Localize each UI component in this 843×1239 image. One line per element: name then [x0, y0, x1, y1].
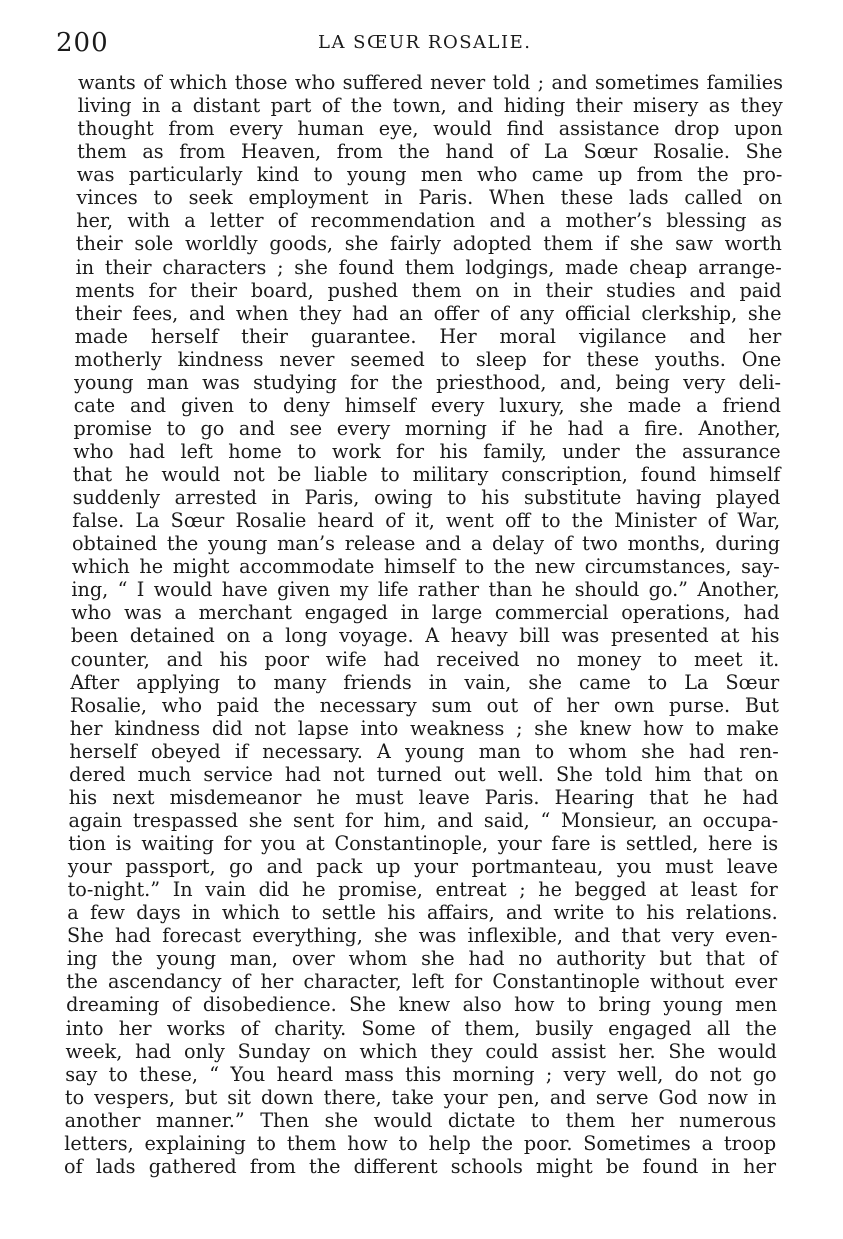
text-line: a few days in which to settle his affairs, and write to his relations.: [67, 901, 778, 925]
text-line: vinces to seek employment in Paris. When these lads called on: [76, 186, 783, 210]
text-line: that he would not be liable to military conscription, found himself: [72, 463, 781, 486]
text-line: obtained the young man’s release and a delay of two months, during: [72, 532, 780, 556]
text-line: in their characters ; she found them lodgings, made cheap arrange-: [75, 255, 782, 279]
text-line: them as from Heaven, from the hand of La Sœur Rosalie. She: [77, 140, 783, 164]
text-line: her kindness did not lapse into weakness ; she knew how to make: [69, 716, 779, 740]
text-line: your passport, go and pack up your portmanteau, you must leave: [67, 855, 778, 878]
text-line: thought from every human eye, would find assistance drop upon: [77, 117, 783, 141]
text-line: into her works of charity. Some of them, busily engaged all the: [65, 1016, 777, 1040]
running-head: LA SŒUR ROSALIE.: [318, 32, 532, 53]
text-line: young man was studying for the priesthood, and, being very deli-: [74, 370, 781, 394]
text-line: She had forecast everything, she was inflexible, and that very even-: [67, 924, 778, 948]
text-line: dreaming of disobedience. She knew also how to bring young men: [66, 993, 778, 1017]
text-line: who had left home to work for his family, under the assurance: [73, 440, 781, 463]
text-line: was particularly kind to young men who came up from the pro-: [76, 163, 783, 187]
text-line: which he might accommodate himself to the new circumstances, say-: [71, 555, 780, 579]
text-line: another manner.” Then she would dictate to them her numerous: [64, 1108, 777, 1132]
text-line: herself obeyed if necessary. A young man to whom she had ren-: [69, 739, 779, 763]
text-line: living in a distant part of the town, and hiding their misery as they: [77, 94, 783, 118]
text-line: After applying to many friends in vain, she came to La Sœur: [70, 670, 780, 694]
text-line: dered much service had not turned out well. She told him that on: [69, 762, 779, 786]
text-line: the ascendancy of her character, left for Constantinople without ever: [66, 970, 778, 994]
text-line: again trespassed she sent for him, and said, “ Monsieur, an occupa-: [68, 808, 779, 832]
text-line: of lads gathered from the different schools might be found in her: [64, 1154, 776, 1178]
text-line: to vespers, but sit down there, take your pen, and serve God now in: [64, 1085, 777, 1109]
text-line: ing, “ I would have given my life rather than he should go.” Another,: [71, 578, 780, 602]
text-line: letters, explaining to them how to help the poor. Sometimes a troop: [64, 1131, 777, 1155]
text-line: ments for their board, pushed them on in their studies and paid: [75, 278, 782, 302]
text-line: to-night.” In vain did he promise, entreat ; he begged at least for: [67, 878, 778, 902]
page-number: 200: [56, 28, 109, 58]
body-text: [0, 71, 843, 1201]
text-line: his next misdemeanor he must leave Paris. Hearing that he had: [68, 785, 779, 809]
text-line: tion is waiting for you at Constantinople, your fare is settled, here is: [68, 832, 779, 855]
text-line: her, with a letter of recommendation and a mother’s blessing as: [76, 209, 783, 233]
text-line: been detained on a long voyage. A heavy bill was presented at his: [70, 624, 780, 648]
text-line: made herself their guarantee. Her moral vigilance and her: [74, 324, 782, 348]
text-line: ing the young man, over whom she had no authority but that of: [66, 947, 778, 971]
text-line: false. La Sœur Rosalie heard of it, went off to the Minister of War,: [72, 509, 781, 533]
text-line: wants of which those who suffered never told ; and sometimes families: [78, 71, 783, 94]
text-line: week, had only Sunday on which they could assist her. She would: [65, 1039, 777, 1063]
text-line: counter, and his poor wife had received no money to meet it.: [70, 647, 780, 671]
text-line: their fees, and when they had an offer of any official clerkship, she: [75, 301, 782, 325]
text-line: cate and given to deny himself every luxury, she made a friend: [73, 393, 781, 417]
text-line: say to these, “ You heard mass this morning ; very well, do not go: [65, 1062, 777, 1086]
page-header: [0, 28, 843, 62]
text-line: who was a merchant engaged in large commercial operations, had: [71, 601, 780, 625]
text-line: suddenly arrested in Paris, owing to his substitute having played: [72, 486, 781, 510]
text-line: promise to go and see every morning if he had a fire. Another,: [73, 416, 781, 440]
text-line: Rosalie, who paid the necessary sum out of her own purse. But: [70, 693, 779, 717]
text-line: motherly kindness never seemed to sleep for these youths. One: [74, 347, 782, 371]
text-line: their sole worldly goods, she fairly adopted them if she saw worth: [75, 232, 782, 256]
